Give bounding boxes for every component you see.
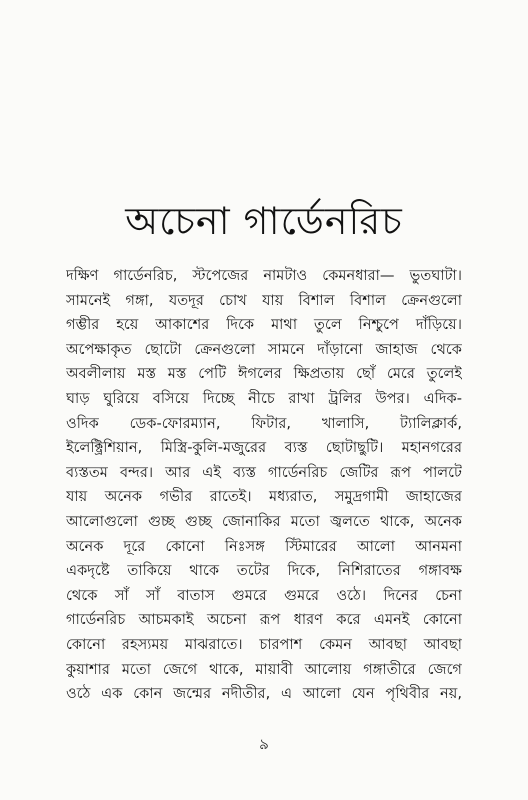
body-line: গার্ডেনরিচ আচমকাই অচেনা রূপ ধারণ করে এমনই কোনো — [66, 611, 462, 629]
body-line: সামনেই গঙ্গা, যতদূর চোখ যায় বিশাল বিশাল ক্রেনগুলো — [66, 291, 462, 309]
chapter-title: অচেনা গার্ডেনরিচ — [125, 199, 403, 244]
body-line: কুয়াশার মতো জেগে থাকে, মায়াবী আলোয় গঙ্গাতীরে জেগে — [66, 660, 462, 678]
body-line: কোনো রহস্যময় মাঝরাতে। চারপাশ কেমন আবছা আবছা — [66, 635, 462, 653]
body-line: ওঠে এক কোন জন্মের নদীতীর, এ আলো যেন পৃথিবীর নয়, — [66, 685, 462, 703]
body-line: যায় অনেক গভীর রাতেই। মধ্যরাত, সমুদ্রগামী জাহাজের — [66, 488, 462, 506]
body-line: থেকে সাঁ সাঁ বাতাস গুমরে গুমরে ওঠে। দিনের চেনা — [66, 586, 462, 604]
body-line: গম্ভীর হয়ে আকাশের দিকে মাথা তুলে নিশ্চুপে দাঁড়িয়ে। — [66, 316, 462, 334]
body-line: একদৃষ্টে তাকিয়ে থাকে তটের দিকে, নিশিরাতের গঙ্গাবক্ষ — [66, 562, 462, 580]
body-line: অনেক দূরে কোনো নিঃসঙ্গ স্টিমারের আলো আনমনা — [66, 537, 462, 555]
body-line: ইলেক্ট্রিশিয়ান, মিস্ত্রি-কুলি-মজুরের ব্যস্ত ছোটাছুটি। মহানগরের — [66, 439, 462, 457]
body-line: দক্ষিণ গার্ডেনরিচ, স্টপেজের নামটাও কেমনধারা— ভুতঘাটা। — [66, 267, 462, 284]
chapter-body — [66, 264, 462, 707]
body-line: ব্যস্ততম বন্দর। আর এই ব্যস্ত গার্ডেনরিচ জেটির রূপ পালটে — [66, 463, 462, 481]
body-line: আলোগুলো গুচ্ছ গুচ্ছ জোনাকির মতো জ্বলতে থাকে, অনেক — [66, 512, 462, 530]
body-line: অপেক্ষাকৃত ছোটো ক্রেনগুলো সামনে দাঁড়ানো জাহাজ থেকে — [66, 340, 462, 358]
body-line: ওদিক ডেক-ফোরম্যান, ফিটার, খালাসি, ট্যালিক্লার্ক, — [66, 414, 462, 432]
body-line: অবলীলায় মস্ত মস্ত পেটি ঈগলের ক্ষিপ্রতায় ছোঁ মেরে তুলেই — [66, 365, 462, 383]
body-line: ঘাড় ঘুরিয়ে বসিয়ে দিচ্ছে নীচে রাখা ট্রলির উপর। এদিক- — [66, 389, 462, 407]
page-number: ৯ — [259, 735, 269, 753]
